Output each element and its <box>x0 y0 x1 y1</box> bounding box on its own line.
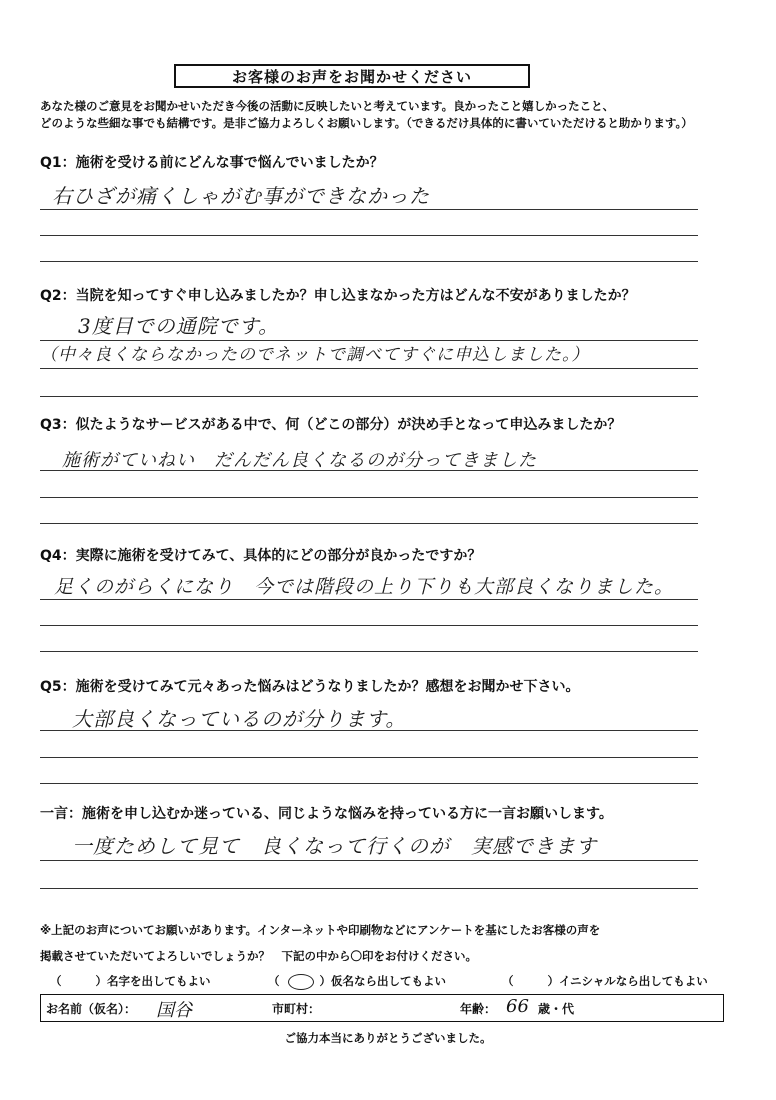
answer-line <box>40 368 698 369</box>
question-1-answer-1: 右ひざが痛くしゃがむ事ができなかった <box>52 184 430 208</box>
consent-option-surname[interactable]: （ ）名字を出してもよい <box>50 974 211 988</box>
answer-line <box>40 783 698 784</box>
question-6-answer-1: 一度ためして見て 良くなって行くのが 実感できます <box>72 834 597 858</box>
name-value: 国谷 <box>156 1000 192 1021</box>
answer-line <box>40 730 698 731</box>
intro-text <box>40 98 740 132</box>
question-3-answer-1: 施術がていねい だんだん良くなるのが分ってきました <box>62 450 537 471</box>
question-4-label: Q4：実際に施術を受けてみて、具体的にどの部分が良かったですか？ <box>40 548 482 564</box>
answer-line <box>40 396 698 397</box>
question-2-label: Q2：当院を知ってすぐ申し込みましたか？申し込まなかった方はどんな不安がありましたか？ <box>40 288 636 304</box>
age-suffix: 歳・代 <box>538 1002 575 1016</box>
page-title-text: お客様のお声をお聞かせください <box>231 67 472 86</box>
intro-line-1: あなた様のご意見をお聞かせいただき今後の活動に反映したいと考えています。良かったこと嬉しかったこと、 <box>40 99 615 113</box>
answer-line <box>40 470 698 471</box>
answer-line <box>40 651 698 652</box>
answer-line <box>40 888 698 889</box>
consent-option-pseudonym[interactable]: （ ）仮名なら出してもよい <box>268 974 446 988</box>
thanks-text: ご協力本当にありがとうございました。 <box>284 1031 492 1045</box>
answer-line <box>40 261 698 262</box>
notice-line-1: ※上記のお声についてお願いがあります。インターネットや印刷物などにアンケートを基にしたお客様の声を <box>40 923 601 937</box>
question-5-label: Q5：施術を受けてみて元々あった悩みはどうなりましたか？感想をお聞かせ下さい。 <box>40 679 580 695</box>
answer-line <box>40 757 698 758</box>
question-1-label: Q1：施術を受ける前にどんな事で悩んでいましたか？ <box>40 155 384 171</box>
answer-line <box>40 599 698 600</box>
name-label: お名前（仮名）： <box>46 1002 137 1016</box>
answer-line <box>40 523 698 524</box>
city-label: 市町村： <box>272 1002 321 1016</box>
question-2-answer-1: 3度目での通院です。 <box>78 314 280 338</box>
question-4-answer-1: 足くのがらくになり 今では階段の上り下りも大部良くなりました。 <box>54 576 675 598</box>
question-3-label: Q3：似たようなサービスがある中で、何（どこの部分）が決め手となって申込みましたか？ <box>40 417 622 433</box>
question-5-answer-1: 大部良くなっているのが分ります。 <box>72 707 407 731</box>
age-value: 66 <box>506 996 529 1017</box>
notice-line-2: 掲載させていただいてよろしいでしょうか？ 下記の中から〇印をお付けください。 <box>40 949 477 963</box>
intro-line-2: どのような些細な事でも結構です。是非ご協力よろしくお願いします。（できるだけ具体的に書いていただけると助かります。） <box>40 116 693 130</box>
age-label: 年齢： <box>460 1002 497 1016</box>
selected-circle-mark <box>288 974 314 990</box>
question-2-answer-2: （中々良くならなかったのでネットで調べてすぐに申込しました。） <box>40 345 590 365</box>
question-6-label: 一言：施術を申し込むか迷っている、同じような悩みを持っている方に一言お願いします。 <box>40 806 613 822</box>
answer-line <box>40 860 698 861</box>
consent-option-initials[interactable]: （ ）イニシャルなら出してもよい <box>502 974 708 988</box>
answer-line <box>40 625 698 626</box>
answer-line <box>40 209 698 210</box>
name-info-box <box>40 994 724 1022</box>
page-title <box>174 64 530 88</box>
answer-line <box>40 340 698 341</box>
answer-line <box>40 497 698 498</box>
answer-line <box>40 235 698 236</box>
